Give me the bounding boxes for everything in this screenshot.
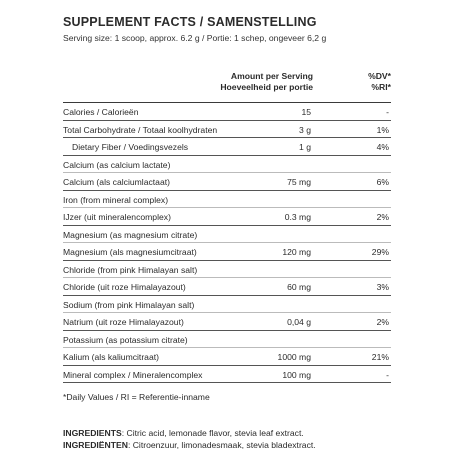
row-dv: 6% bbox=[376, 177, 389, 188]
table-row bbox=[63, 121, 391, 139]
table-row bbox=[63, 156, 391, 174]
ingredients-nl-label: INGREDIËNTEN bbox=[63, 439, 128, 450]
row-dv: 1% bbox=[376, 124, 389, 135]
table-row bbox=[63, 208, 391, 226]
ingredients-en bbox=[63, 428, 391, 440]
row-label: Potassium (as potassium citrate) bbox=[63, 334, 188, 345]
row-amount: 75 mg bbox=[287, 177, 311, 188]
dv-header-line2: %RI* bbox=[371, 82, 391, 92]
row-label: IJzer (uit mineralencomplex) bbox=[63, 212, 171, 223]
ingredients-en-text: : Citric acid, lemonade flavor, stevia leaf extract. bbox=[121, 428, 304, 439]
row-label: Natrium (uit roze Himalayazout) bbox=[63, 317, 184, 328]
row-label: Chloride (from pink Himalayan salt) bbox=[63, 264, 198, 275]
row-amount: 120 mg bbox=[282, 247, 311, 258]
dv-header bbox=[368, 71, 391, 93]
table-row bbox=[63, 366, 391, 384]
row-label: Dietary Fiber / Voedingsvezels bbox=[72, 142, 189, 153]
table-row bbox=[63, 226, 391, 244]
row-label: Sodium (from pink Himalayan salt) bbox=[63, 299, 195, 310]
row-amount: 0.3 mg bbox=[284, 212, 311, 223]
table-row bbox=[63, 348, 391, 366]
row-label: Mineral complex / Mineralencomplex bbox=[63, 369, 203, 380]
row-dv: 3% bbox=[376, 282, 389, 293]
row-dv: - bbox=[386, 107, 389, 118]
table-header bbox=[63, 70, 391, 100]
ingredients-nl-text: : Citroenzuur, limonadesmaak, stevia bladextract. bbox=[127, 439, 316, 450]
table-row bbox=[63, 278, 391, 296]
row-dv: 21% bbox=[371, 352, 389, 363]
footnote: *Daily Values / RI = Referentie-inname bbox=[63, 392, 210, 403]
row-label: Calcium (als calciumlactaat) bbox=[63, 177, 170, 188]
row-amount: 3 g bbox=[299, 124, 311, 135]
ingredients-en-label: INGREDIENTS bbox=[63, 428, 122, 439]
row-amount: 60 mg bbox=[287, 282, 311, 293]
table-row bbox=[63, 191, 391, 209]
table-row bbox=[63, 313, 391, 331]
row-dv: 29% bbox=[371, 247, 389, 258]
ingredients-section bbox=[63, 428, 391, 451]
row-amount: 15 bbox=[301, 107, 311, 118]
row-amount: 100 mg bbox=[282, 369, 311, 380]
table-row bbox=[63, 261, 391, 279]
supplement-facts-panel bbox=[63, 14, 391, 451]
page-title: SUPPLEMENT FACTS / SAMENSTELLING bbox=[63, 15, 317, 29]
row-label: Calcium (as calcium lactate) bbox=[63, 159, 171, 170]
amount-header-line2: Hoeveelheid per portie bbox=[220, 82, 313, 92]
ingredients-nl bbox=[63, 440, 391, 452]
row-amount: 1000 mg bbox=[277, 352, 311, 363]
table-row bbox=[63, 138, 391, 156]
row-label: Magnesium (als magnesiumcitraat) bbox=[63, 247, 197, 258]
table-row bbox=[63, 243, 391, 261]
table-row bbox=[63, 103, 391, 121]
table-row bbox=[63, 331, 391, 349]
table-row bbox=[63, 173, 391, 191]
row-dv: 4% bbox=[376, 142, 389, 153]
row-amount: 1 g bbox=[299, 142, 311, 153]
facts-table bbox=[63, 103, 391, 383]
row-label: Iron (from mineral complex) bbox=[63, 194, 169, 205]
row-label: Total Carbohydrate / Totaal koolhydraten bbox=[63, 124, 218, 135]
table-row bbox=[63, 296, 391, 314]
row-label: Magnesium (as magnesium citrate) bbox=[63, 229, 198, 240]
row-label: Calories / Calorieën bbox=[63, 107, 139, 118]
dv-header-line1: %DV* bbox=[368, 71, 391, 81]
row-dv: - bbox=[386, 369, 389, 380]
serving-size: Serving size: 1 scoop, approx. 6.2 g / Portie: 1 schep, ongeveer 6,2 g bbox=[63, 33, 327, 43]
amount-header-line1: Amount per Serving bbox=[230, 71, 313, 81]
row-label: Kalium (als kaliumcitraat) bbox=[63, 352, 159, 363]
row-label: Chloride (uit roze Himalayazout) bbox=[63, 282, 186, 293]
amount-header bbox=[220, 71, 313, 93]
row-dv: 2% bbox=[376, 212, 389, 223]
row-dv: 2% bbox=[376, 317, 389, 328]
row-amount: 0,04 g bbox=[287, 317, 311, 328]
